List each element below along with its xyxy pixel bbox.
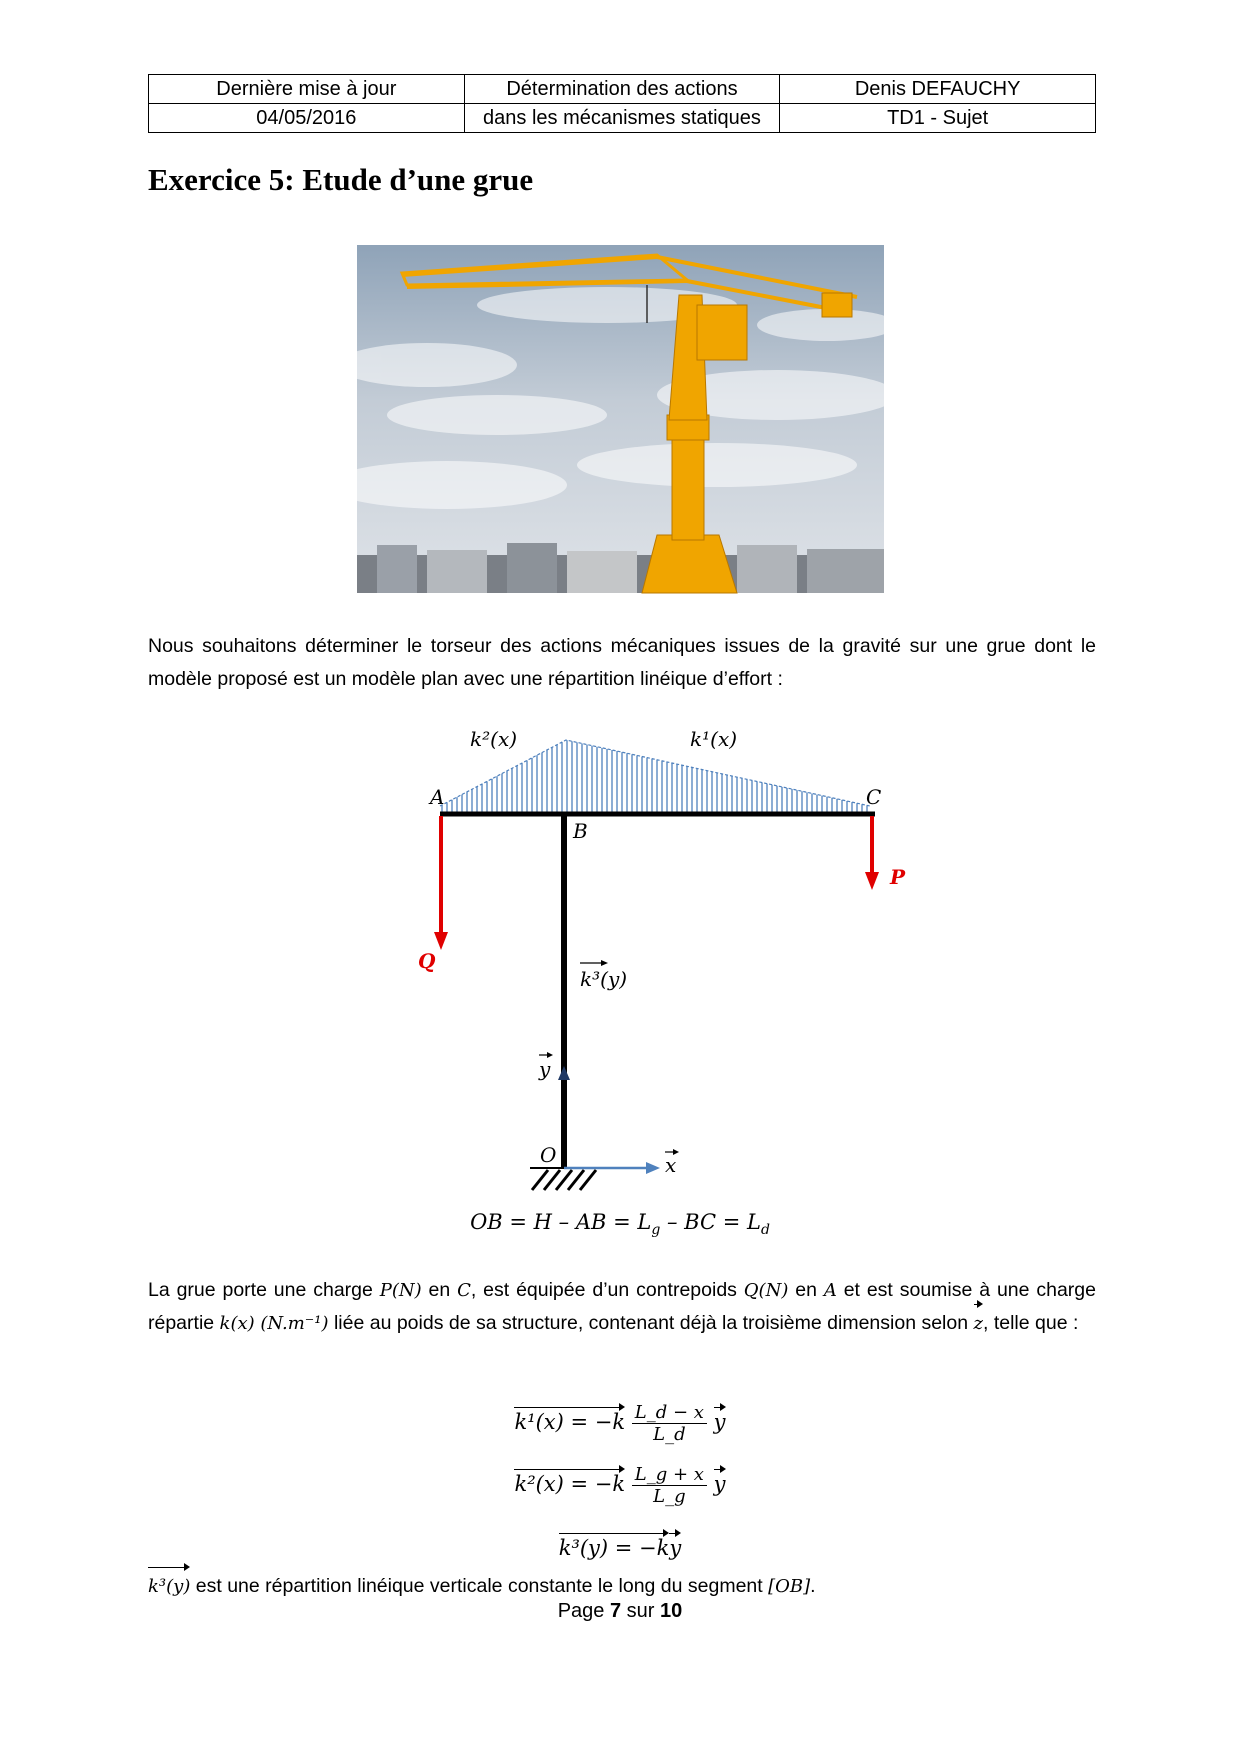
load-description-paragraph: La grue porte une charge P(N) en C, est équipée d’un contrepoids Q(N) en A et est soumise à une charge répartie k(x) (N.m⁻¹) liée au poids de sa structure, contenant déjà la troisième dimension selon z, telle que :	[148, 1274, 1096, 1340]
force-q-arrowhead	[434, 932, 448, 950]
equation-k3: k³(y) = −ky	[558, 1536, 682, 1560]
ground-support	[530, 1168, 596, 1190]
label-k3: k³(y)	[580, 967, 628, 991]
page-footer: Page 7 sur 10	[557, 1600, 683, 1622]
label-k2: k²(x)	[470, 727, 518, 751]
header-last-update-label: Dernière mise à jour	[149, 75, 465, 104]
equation-k2: k²(x) = −k $\frac{L\_g + x}{L\_g}$ y	[514, 1464, 726, 1507]
label-q: Q	[418, 949, 436, 973]
header-course-title-1: Détermination des actions	[464, 75, 780, 104]
k3-description: k³(y) est une répartition linéique verticale constante le long du segment [OB].	[148, 1570, 1096, 1603]
label-o: O	[540, 1143, 557, 1167]
label-b: B	[573, 819, 588, 843]
label-p: P	[890, 865, 906, 889]
label-x: x	[665, 1153, 677, 1177]
label-c: C	[866, 785, 882, 809]
equation-k1: k¹(x) = −k $\frac{L\_d - x}{L\_d}$ y	[514, 1402, 726, 1445]
dimensions-line: OB = H – AB = $L_g$ – BC = $L_d$	[470, 1210, 770, 1239]
label-a: A	[430, 785, 445, 809]
header-table	[148, 74, 1096, 133]
x-axis-arrowhead	[646, 1162, 660, 1174]
force-p-arrowhead	[865, 872, 879, 890]
intro-paragraph: Nous souhaitons déterminer le torseur des actions mécaniques issues de la gravité sur une grue dont le modèle proposé est un modèle plan avec une répartition linéique d’effort :	[148, 635, 1096, 690]
header-doc-type: TD1 - Sujet	[780, 104, 1096, 133]
label-x-vector	[665, 1149, 679, 1177]
header-author: Denis DEFAUCHY	[780, 75, 1096, 104]
exercise-title: Exercice 5: Etude d’une grue	[148, 162, 534, 197]
header-course-title-2: dans les mécanismes statiques	[464, 104, 780, 133]
label-y-vector	[538, 1052, 553, 1081]
label-k1: k¹(x)	[690, 727, 738, 751]
crane-photo	[357, 245, 884, 593]
header-date: 04/05/2016	[149, 104, 465, 133]
label-k3-vector	[580, 960, 627, 991]
label-y: y	[539, 1057, 551, 1081]
crane-model-diagram	[380, 700, 906, 1240]
y-axis-arrowhead	[558, 1066, 570, 1080]
